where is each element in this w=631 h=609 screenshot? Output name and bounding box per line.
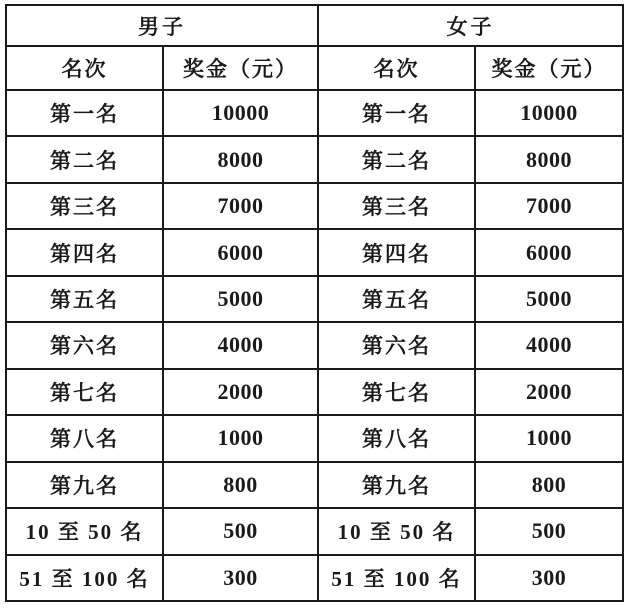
- rank-cell: 第八名: [6, 415, 163, 461]
- prize-cell: 300: [163, 555, 318, 601]
- rank-cell: 51 至 100 名: [6, 555, 163, 601]
- rank-cell: 第二名: [6, 136, 163, 182]
- column-header-rank-female: 名次: [318, 46, 475, 90]
- table-row: [6, 183, 623, 229]
- rank-cell: 第九名: [318, 462, 475, 508]
- prize-cell: 6000: [163, 229, 318, 275]
- table-row: [6, 276, 623, 322]
- column-header-rank-male: 名次: [6, 46, 163, 90]
- rank-cell: 51 至 100 名: [318, 555, 475, 601]
- rank-cell: 第二名: [318, 136, 475, 182]
- prize-table: [5, 4, 624, 602]
- prize-cell: 5000: [475, 276, 623, 322]
- rank-cell: 第八名: [318, 415, 475, 461]
- prize-cell: 4000: [475, 322, 623, 368]
- rank-cell: 第五名: [6, 276, 163, 322]
- prize-cell: 7000: [163, 183, 318, 229]
- prize-cell: 800: [475, 462, 623, 508]
- rank-cell: 第九名: [6, 462, 163, 508]
- prize-cell: 1000: [163, 415, 318, 461]
- rank-cell: 第一名: [318, 90, 475, 136]
- prize-cell: 8000: [163, 136, 318, 182]
- table-row: [6, 229, 623, 275]
- group-header-row: [6, 5, 623, 46]
- rank-cell: 第四名: [6, 229, 163, 275]
- prize-cell: 7000: [475, 183, 623, 229]
- table-row: [6, 555, 623, 601]
- rank-cell: 第六名: [6, 322, 163, 368]
- prize-cell: 10000: [475, 90, 623, 136]
- rank-cell: 第七名: [6, 369, 163, 415]
- rank-cell: 10 至 50 名: [6, 508, 163, 554]
- prize-cell: 2000: [163, 369, 318, 415]
- rank-cell: 第一名: [6, 90, 163, 136]
- rank-cell: 第三名: [6, 183, 163, 229]
- column-header-prize-female: 奖金（元）: [475, 46, 623, 90]
- table-row: [6, 322, 623, 368]
- prize-cell: 300: [475, 555, 623, 601]
- table-row: [6, 415, 623, 461]
- prize-cell: 2000: [475, 369, 623, 415]
- column-header-prize-male: 奖金（元）: [163, 46, 318, 90]
- rank-cell: 第七名: [318, 369, 475, 415]
- prize-cell: 4000: [163, 322, 318, 368]
- prize-cell: 6000: [475, 229, 623, 275]
- table-row: [6, 369, 623, 415]
- prize-cell: 500: [475, 508, 623, 554]
- male-group-header: 男子: [6, 5, 318, 46]
- table-row: [6, 90, 623, 136]
- rank-cell: 第六名: [318, 322, 475, 368]
- prize-cell: 1000: [475, 415, 623, 461]
- table-row: [6, 136, 623, 182]
- column-header-row: [6, 46, 623, 90]
- table-body: [6, 90, 623, 601]
- table-row: [6, 462, 623, 508]
- prize-cell: 8000: [475, 136, 623, 182]
- prize-cell: 10000: [163, 90, 318, 136]
- rank-cell: 第三名: [318, 183, 475, 229]
- prize-cell: 800: [163, 462, 318, 508]
- rank-cell: 第四名: [318, 229, 475, 275]
- female-group-header: 女子: [318, 5, 623, 46]
- rank-cell: 第五名: [318, 276, 475, 322]
- prize-cell: 5000: [163, 276, 318, 322]
- table-row: [6, 508, 623, 554]
- prize-cell: 500: [163, 508, 318, 554]
- rank-cell: 10 至 50 名: [318, 508, 475, 554]
